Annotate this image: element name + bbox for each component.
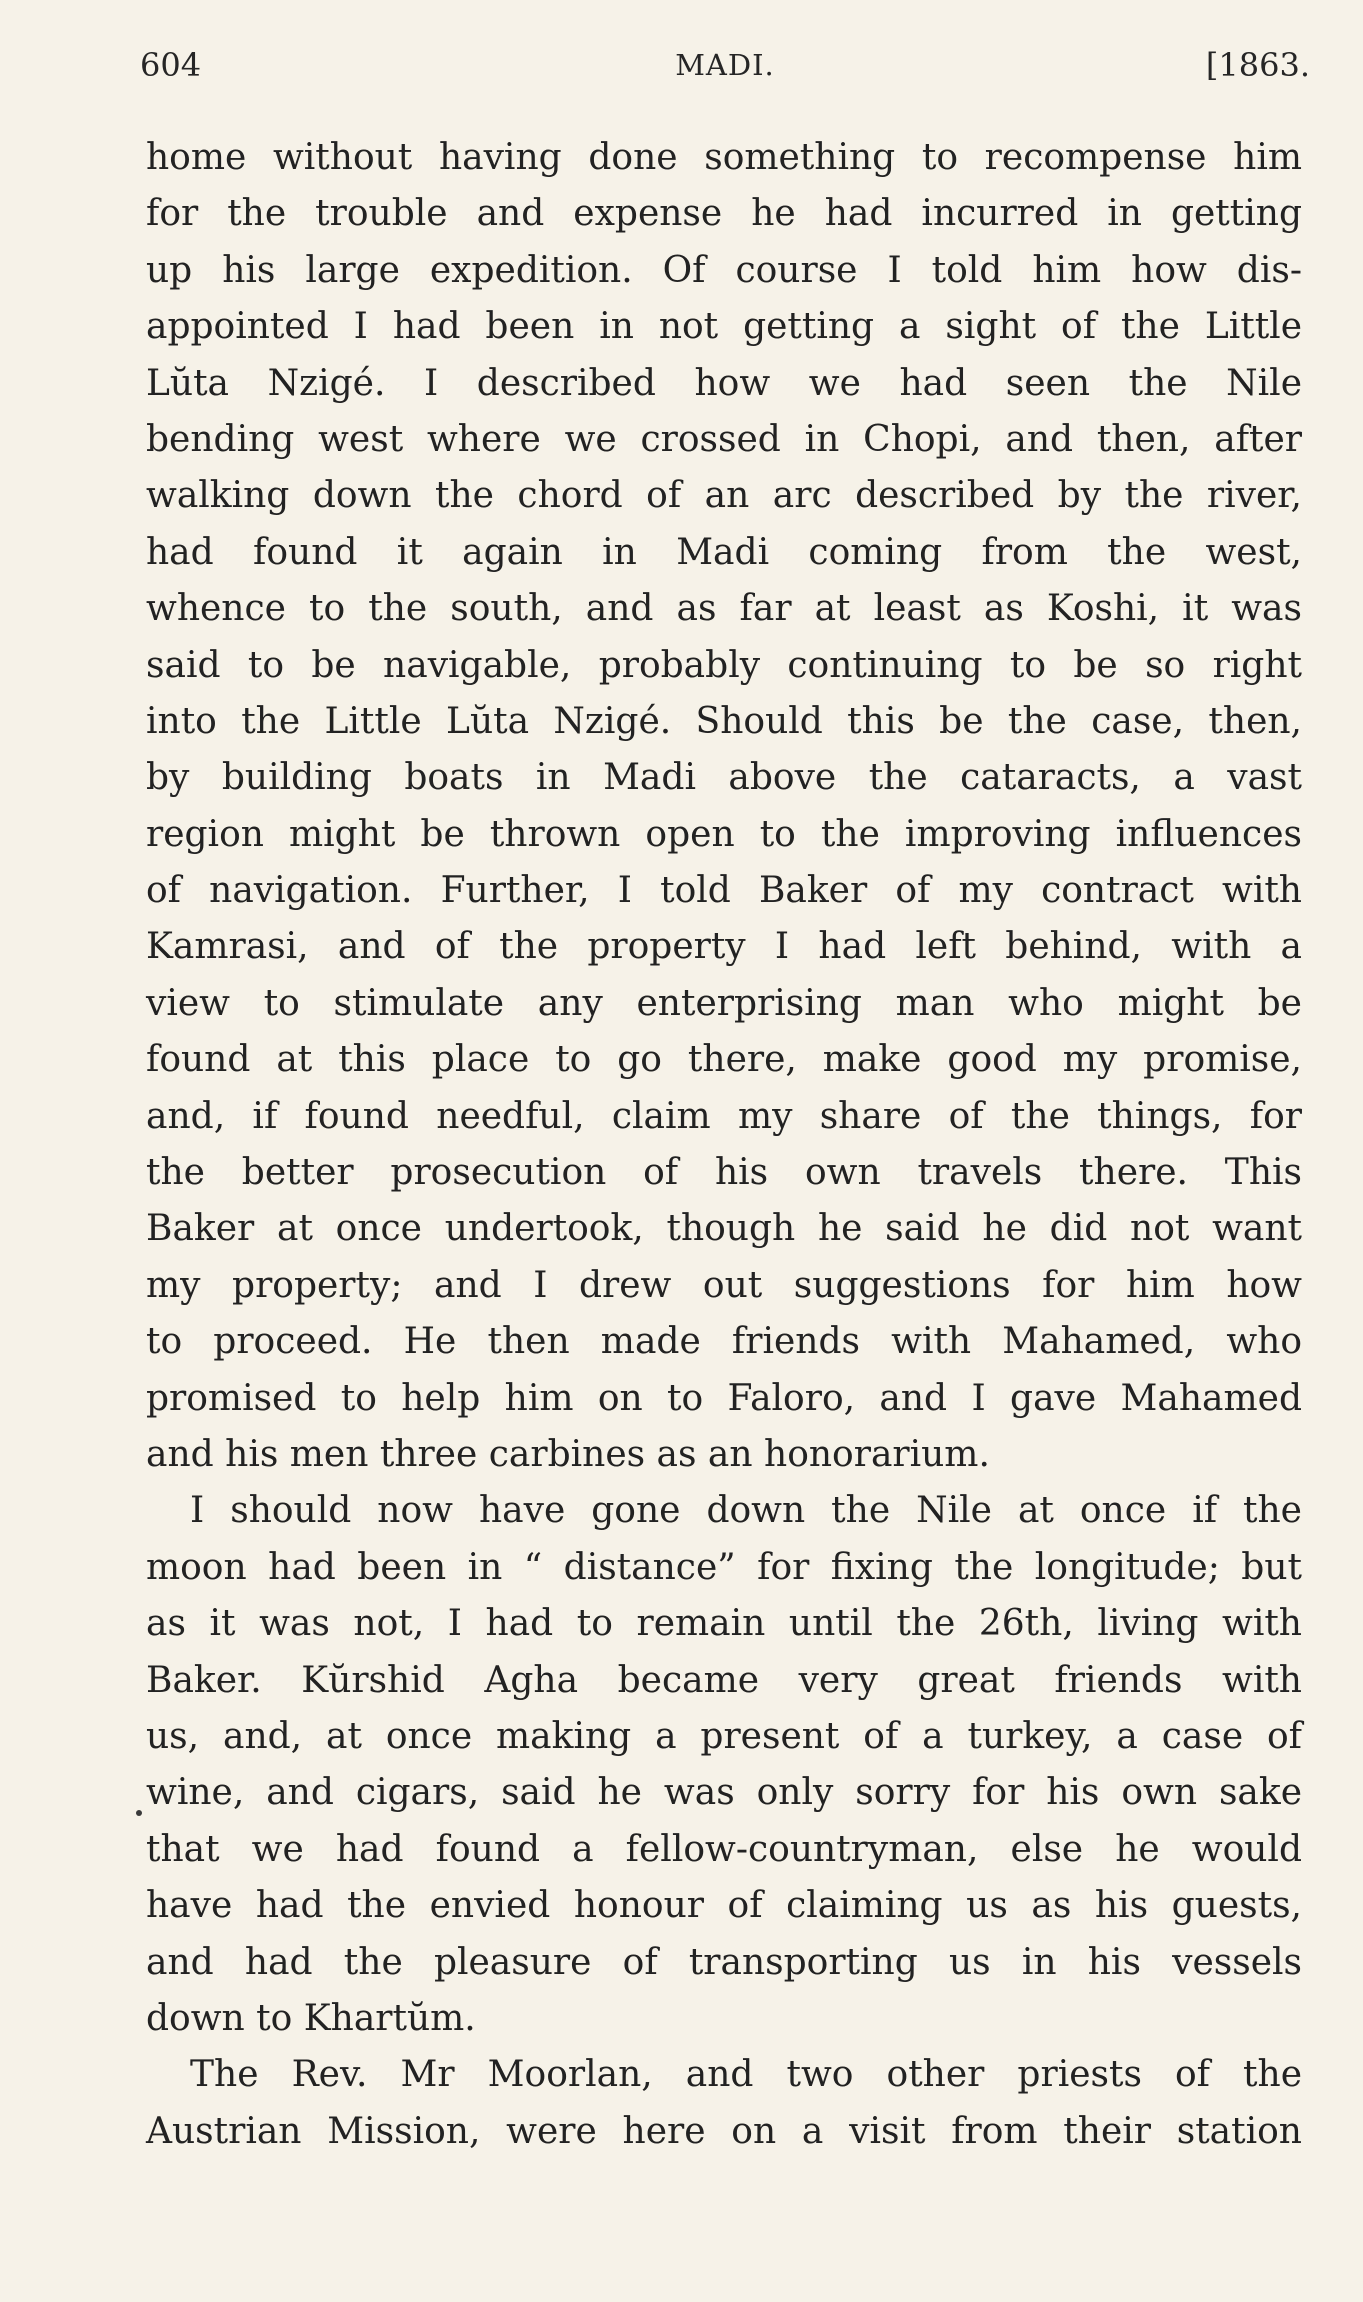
ink-speck [136, 1810, 142, 1816]
text-line: Kamrasi, and of the property I had left behind, with a [146, 926, 1302, 968]
text-line: Baker. Kŭrshid Agha became very great friends with [146, 1659, 1302, 1701]
text-line: the better prosecution of his own travels there. This [146, 1152, 1302, 1194]
text-line: into the Little Lŭta Nzigé. Should this be the case, then, [146, 700, 1302, 742]
text-line: I should now have gone down the Nile at once if the [190, 1490, 1302, 1532]
text-line: region might be thrown open to the improving influences [146, 813, 1302, 855]
text-line: by building boats in Madi above the cataracts, a vast [146, 757, 1302, 799]
text-line: of navigation. Further, I told Baker of my contract with [146, 870, 1302, 912]
text-line: my property; and I drew out suggestions for him how [146, 1264, 1302, 1306]
text-line: view to stimulate any enterprising man who might be [146, 982, 1302, 1024]
text-line: Baker at once undertook, though he said he did not want [146, 1208, 1302, 1250]
body-text [146, 130, 1302, 2160]
text-line: for the trouble and expense he had incurred in getting [146, 193, 1302, 235]
text-line: have had the envied honour of claiming us as his guests, [146, 1885, 1302, 1927]
text-line: and, if found needful, claim my share of the things, for [146, 1095, 1302, 1137]
text-line: whence to the south, and as far at least as Koshi, it was [146, 588, 1302, 630]
text-line: appointed I had been in not getting a sight of the Little [146, 306, 1302, 348]
page-number: 604 [140, 46, 202, 84]
text-line: walking down the chord of an arc described by the river, [146, 475, 1302, 517]
text-line: and his men three carbines as an honorarium. [146, 1433, 990, 1475]
paragraph [146, 2047, 1302, 2160]
text-line: us, and, at once making a present of a turkey, a case of [146, 1715, 1302, 1757]
text-line: Austrian Mission, were here on a visit from their station [146, 2110, 1302, 2152]
running-head [140, 46, 1310, 96]
paragraph [146, 1483, 1302, 2047]
text-line: to proceed. He then made friends with Mahamed, who [146, 1321, 1302, 1363]
text-line: had found it again in Madi coming from the west, [146, 531, 1302, 573]
text-line: as it was not, I had to remain until the 26th, living with [146, 1603, 1302, 1645]
text-line: said to be navigable, probably continuing to be so right [146, 644, 1302, 686]
text-line: up his large expedition. Of course I told him how dis- [146, 249, 1302, 291]
text-line: that we had found a fellow-countryman, else he would [146, 1828, 1302, 1870]
text-line: wine, and cigars, said he was only sorry for his own sake [146, 1772, 1302, 1814]
text-line: Lŭta Nzigé. I described how we had seen the Nile [146, 362, 1302, 404]
text-line: bending west where we crossed in Chopi, and then, after [146, 418, 1302, 460]
text-line: The Rev. Mr Moorlan, and two other priests of the [190, 2054, 1302, 2096]
text-line: found at this place to go there, make good my promise, [146, 1039, 1302, 1081]
text-line: home without having done something to recompense him [146, 137, 1302, 178]
text-line: and had the pleasure of transporting us in his vessels [146, 1941, 1302, 1983]
text-line: moon had been in “ distance” for fixing the longitude; but [146, 1546, 1302, 1588]
running-title: MADI. [675, 48, 775, 82]
paragraph [146, 130, 1302, 1483]
running-year: [1863. [1205, 46, 1310, 84]
text-line: down to Khartŭm. [146, 1997, 476, 2039]
text-line: promised to help him on to Faloro, and I gave Mahamed [146, 1377, 1302, 1419]
